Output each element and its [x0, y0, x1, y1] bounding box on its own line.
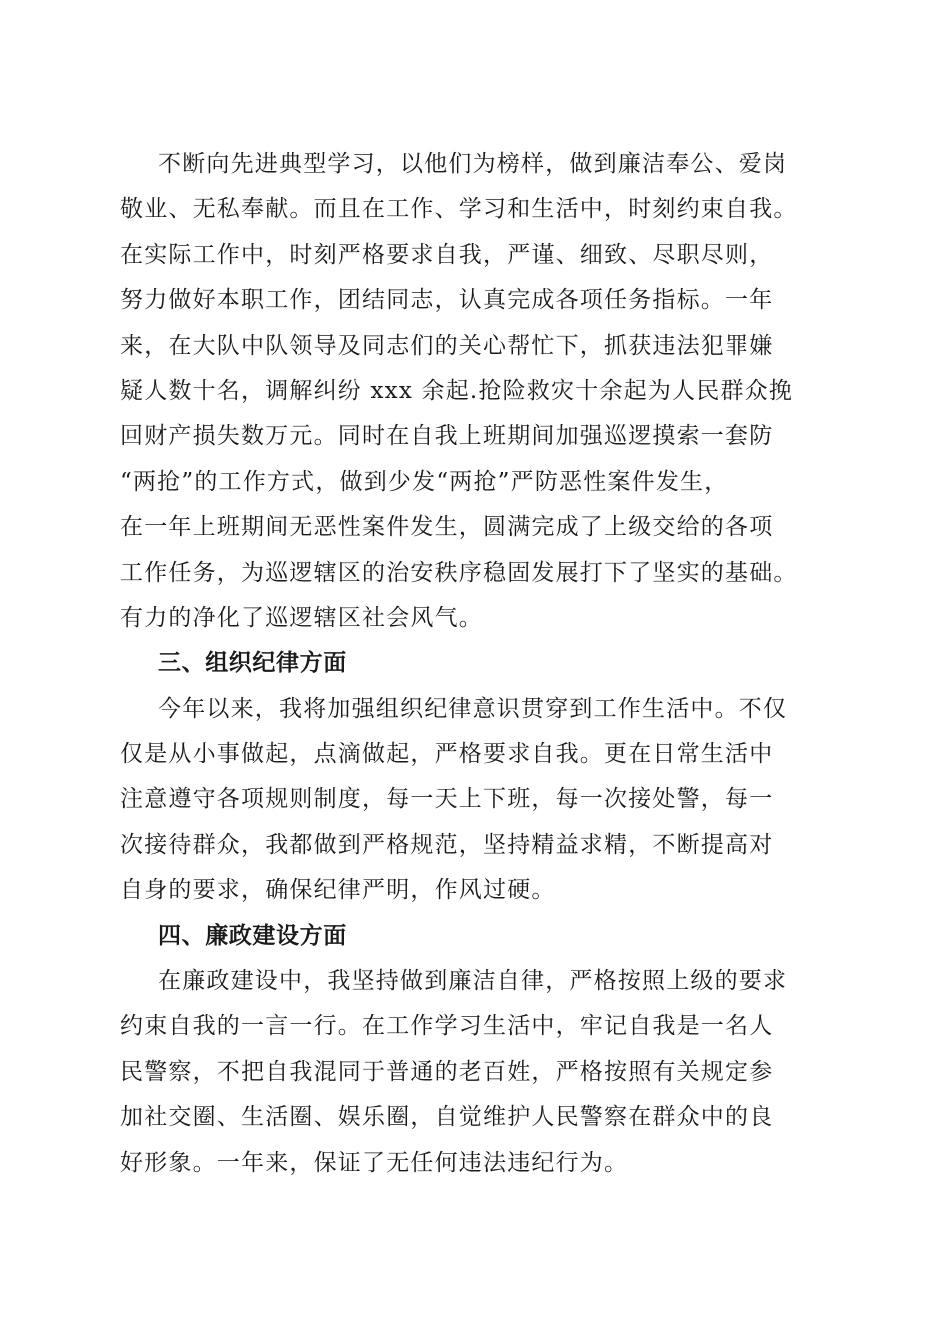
text-line: 在廉政建设中，我坚持做到廉洁自律，严格按照上级的要求 [158, 968, 788, 995]
section-heading-discipline: 三、组织纪律方面 [158, 650, 347, 677]
text-line: 民警察，不把自我混同于普通的老百姓，严格按照有关规定参 [120, 1058, 774, 1085]
text-line: 敬业、无私奉献。而且在工作、学习和生活中，时刻约束自我。 [120, 196, 798, 223]
paragraph-performance [120, 142, 832, 641]
text-line: 来，在大队中队领导及同志们的关心帮忙下，抓获违法犯罪嫌 [120, 332, 774, 359]
paragraph-discipline [120, 687, 832, 914]
text-line: 疑人数十名，调解纠纷 xxx 余起.抢险救灾十余起为人民群众挽 [120, 377, 794, 404]
text-line: 在一年上班期间无恶性案件发生，圆满完成了上级交给的各项 [120, 514, 774, 541]
paragraph-integrity [120, 959, 832, 1186]
text-line: 今年以来，我将加强组织纪律意识贯穿到工作生活中。不仅 [158, 695, 788, 722]
text-line: “两抢”的工作方式，做到少发“两抢”严防恶性案件发生， [120, 468, 729, 495]
text-line: 不断向先进典型学习，以他们为榜样，做到廉洁奉公、爱岗 [158, 151, 788, 177]
text-line: 好形象。一年来，保证了无任何违法违纪行为。 [120, 1149, 629, 1176]
text-line: 自身的要求，确保纪律严明，作风过硬。 [120, 877, 556, 904]
text-line: 注意遵守各项规则制度，每一天上下班，每一次接处警，每一 [120, 786, 774, 813]
text-line: 加社交圈、生活圈、娱乐圈，自觉维护人民警察在群众中的良 [120, 1104, 774, 1131]
section-heading-integrity: 四、廉政建设方面 [158, 922, 347, 949]
text-line: 回财产损失数万元。同时在自我上班期间加强巡逻摸索一套防 [120, 423, 774, 450]
text-line: 在实际工作中，时刻严格要求自我，严谨、细致、尽职尽则， [120, 241, 774, 268]
text-line: 约束自我的一言一行。在工作学习生活中，牢记自我是一名人 [120, 1013, 774, 1040]
text-line: 仅是从小事做起，点滴做起，严格要求自我。更在日常生活中 [120, 741, 774, 768]
document-body [120, 142, 832, 1186]
text-line: 次接待群众，我都做到严格规范，坚持精益求精，不断提高对 [120, 831, 774, 858]
text-line: 工作任务，为巡逻辖区的治安秩序稳固发展打下了坚实的基础。 [120, 559, 798, 586]
text-line: 努力做好本职工作，团结同志，认真完成各项任务指标。一年 [120, 287, 774, 314]
text-line: 有力的净化了巡逻辖区社会风气。 [120, 604, 483, 631]
